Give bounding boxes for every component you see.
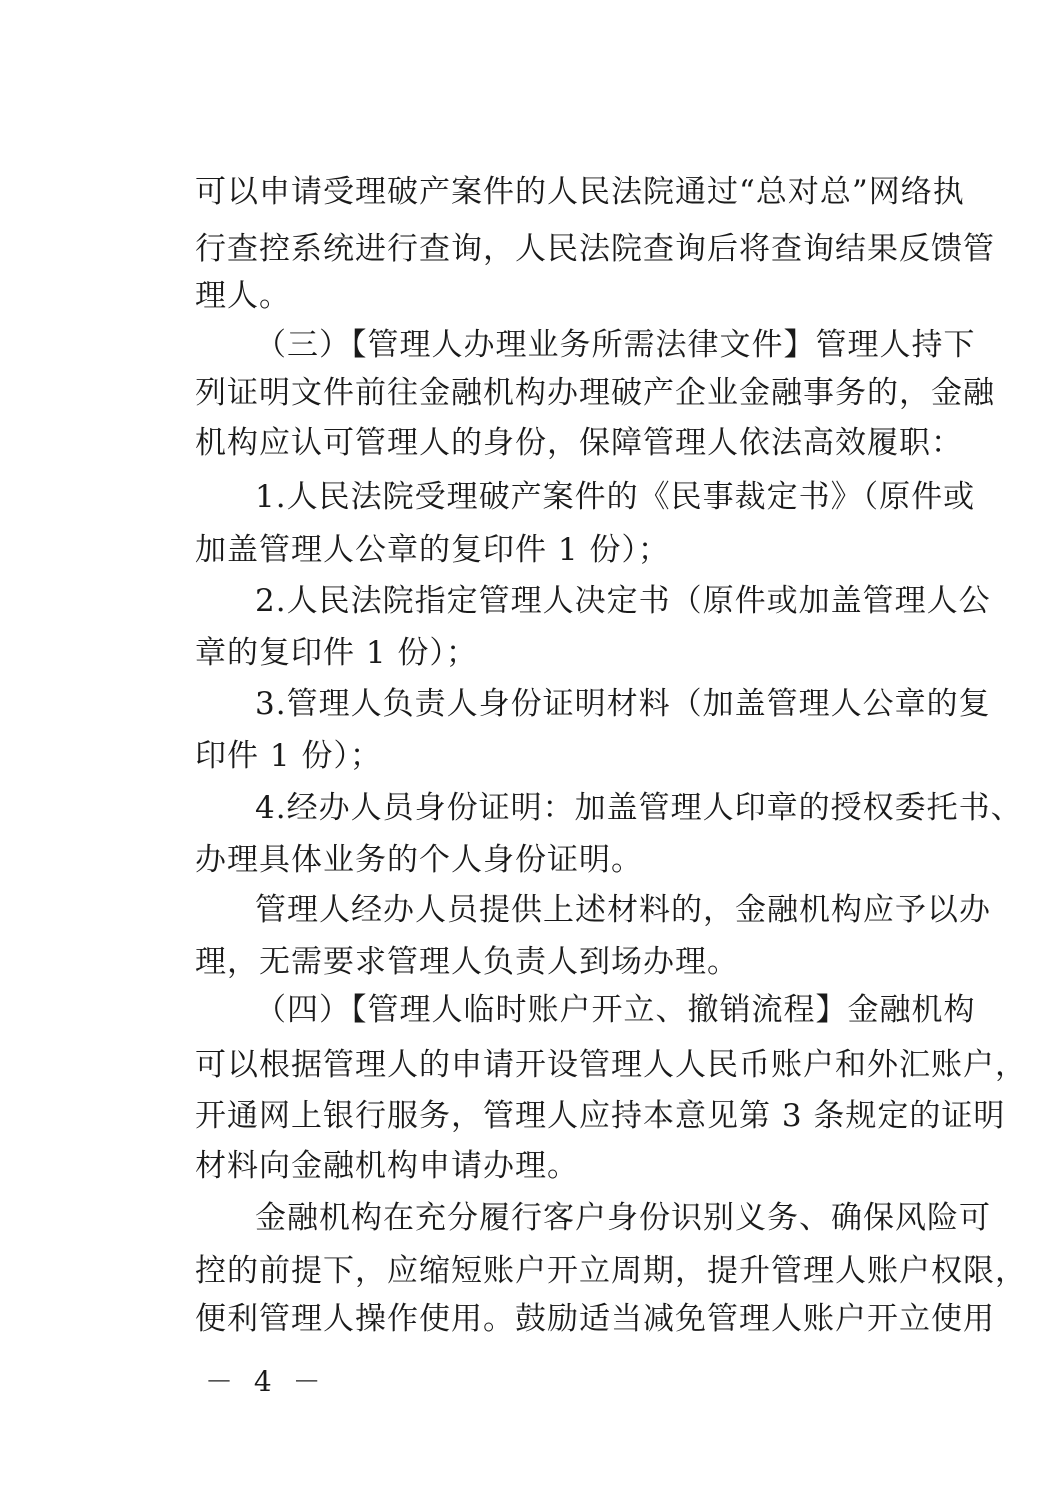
body-line: 可以申请受理破产案件的人民法院通过“总对总”网络执 [195, 174, 965, 210]
body-line: 理，无需要求管理人负责人到场办理。 [195, 944, 739, 980]
list-item-4: 4.经办人员身份证明：加盖管理人印章的授权委托书、 [255, 790, 1023, 826]
section-heading-three: （三）【管理人办理业务所需法律文件】管理人持下 [255, 327, 976, 363]
body-line: 材料向金融机构申请办理。 [195, 1148, 579, 1184]
body-line: 管理人经办人员提供上述材料的，金融机构应予以办 [255, 892, 991, 928]
body-line: 行查控系统进行查询，人民法院查询后将查询结果反馈管 [195, 231, 995, 267]
page-number: － 4 － [205, 1365, 327, 1398]
section-heading-four: （四）【管理人临时账户开立、撤销流程】金融机构 [255, 992, 976, 1028]
list-item-2-cont: 章的复印件 1 份）； [195, 635, 478, 671]
list-item-1-cont: 加盖管理人公章的复印件 1 份）； [195, 532, 670, 568]
body-line: 开通网上银行服务，管理人应持本意见第 3 条规定的证明 [195, 1098, 1006, 1134]
body-line: 便利管理人操作使用。鼓励适当减免管理人账户开立使用 [195, 1301, 995, 1337]
body-line: 列证明文件前往金融机构办理破产企业金融事务的，金融 [195, 375, 995, 411]
body-line: 理人。 [195, 278, 291, 314]
body-line: 机构应认可管理人的身份，保障管理人依法高效履职： [195, 425, 963, 461]
list-item-1: 1.人民法院受理破产案件的《民事裁定书》（原件或 [255, 479, 976, 515]
list-item-4-cont: 办理具体业务的个人身份证明。 [195, 842, 643, 878]
list-item-3-cont: 印件 1 份）； [195, 738, 382, 774]
body-line: 金融机构在充分履行客户身份识别义务、确保风险可 [255, 1200, 991, 1236]
list-item-3: 3.管理人负责人身份证明材料（加盖管理人公章的复 [255, 686, 991, 722]
body-line: 可以根据管理人的申请开设管理人人民币账户和外汇账户， [195, 1047, 1027, 1083]
body-line: 控的前提下，应缩短账户开立周期，提升管理人账户权限， [195, 1253, 1027, 1289]
list-item-2: 2.人民法院指定管理人决定书（原件或加盖管理人公 [255, 583, 991, 619]
